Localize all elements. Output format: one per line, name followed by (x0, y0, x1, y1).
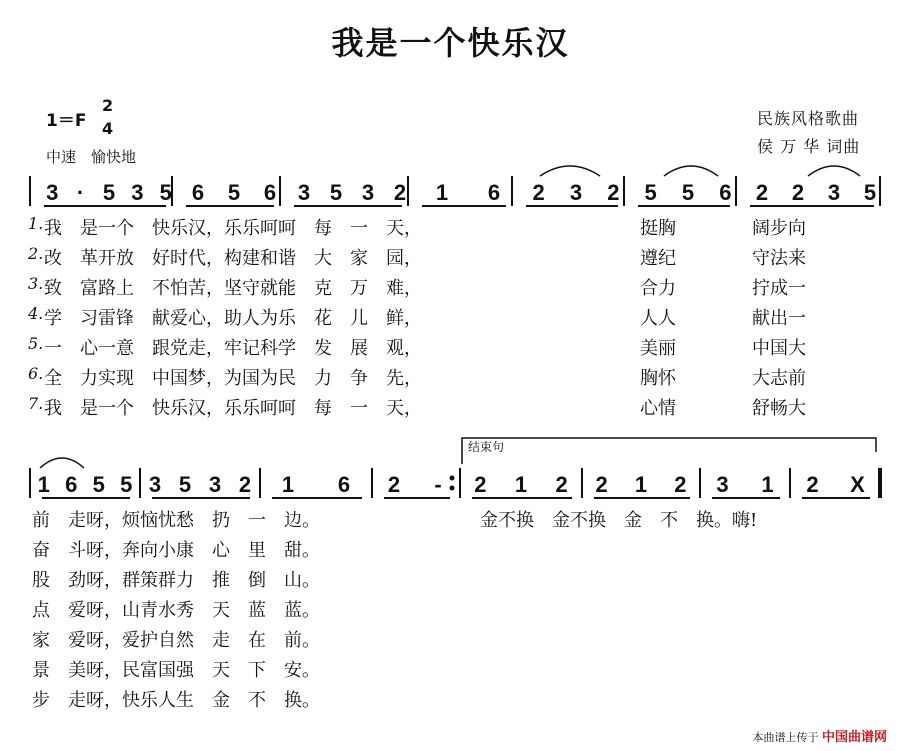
slur (808, 166, 860, 176)
note: 5 (120, 472, 133, 497)
time-signature-bottom: 4 (102, 119, 114, 138)
note: 2 (607, 180, 620, 205)
lyric-line: 守法来 (752, 248, 806, 269)
lyric-line: 全 力实现 中国梦，为国为民 力 争 先， (44, 368, 422, 389)
note: 3 (46, 180, 59, 205)
verse-number: 5. (28, 334, 44, 353)
note: 3 (569, 180, 583, 205)
note: 6 (65, 472, 78, 497)
note: 6 (719, 180, 732, 205)
note: 5 (644, 180, 657, 205)
note: 2 (532, 180, 545, 205)
note: 1 (514, 472, 528, 497)
note: 5 (159, 180, 172, 205)
lyric-line: 合力 (640, 278, 676, 299)
lyric-line: 一 心一意 跟党走，牢记科学 发 展 观， (44, 338, 422, 359)
dash-mark: - (434, 472, 442, 497)
lyric-line: 学 习雷锋 献爱心，助人为乐 花 儿 鲜， (44, 308, 422, 329)
lyric-line: 人人 (640, 308, 676, 329)
verse-number: 3. (28, 274, 44, 293)
verse-number: 7. (28, 394, 44, 413)
note: 5 (227, 180, 241, 205)
ending-label: 结束句 (468, 440, 505, 454)
verse-number: 4. (28, 304, 44, 323)
note: 1 (37, 472, 50, 497)
note: 6 (263, 180, 277, 205)
note: 2 (791, 180, 805, 205)
note: 2 (595, 472, 608, 497)
lyric-line: 家 爱呀，爱护自然 走 在 前。 (32, 630, 320, 651)
lyric-line: 中国大 (752, 338, 806, 359)
site-logo: 中国曲谱网 (821, 730, 887, 745)
repeat-dot (450, 486, 455, 491)
note: 1 (281, 472, 295, 497)
lyric-line: 改 革开放 好时代，构建和谐 大 家 园， (44, 248, 422, 269)
lyric-line: 我 是一个 快乐汉，乐乐呵呵 每 一 天， (44, 218, 422, 239)
note: 1 (634, 472, 648, 497)
note: 1 (435, 180, 449, 205)
note: 3 (361, 180, 375, 205)
song-style: 民族风格歌曲 (757, 109, 860, 128)
lyric-line: 遵纪 (640, 248, 676, 269)
lyric-line: 心情 (640, 398, 676, 419)
lyric-line: 美丽 (640, 338, 676, 359)
lyric-line: 我 是一个 快乐汉，乐乐呵呵 每 一 天， (44, 398, 422, 419)
note: 6 (487, 180, 501, 205)
page-title: 我是一个快乐汉 (331, 24, 570, 62)
lyric-line: 拧成一 (752, 278, 806, 299)
lyric-line: 舒畅大 (752, 398, 806, 419)
lyric-line: 景 美呀，民富国强 天 下 安。 (32, 660, 320, 681)
note: 2 (238, 472, 252, 497)
note: 5 (178, 472, 192, 497)
lyric-line: 股 劲呀，群策群力 推 倒 山。 (32, 570, 320, 591)
verse-number: 6. (28, 364, 44, 383)
note: 2 (806, 472, 819, 497)
note: 3 (297, 180, 311, 205)
note: X (850, 472, 865, 497)
lyric-line: 胸怀 (640, 368, 676, 389)
verse-number: 1. (28, 214, 44, 233)
lyric-line: 步 走呀，快乐人生 金 不 换。 (32, 690, 320, 711)
note: 5 (102, 180, 116, 205)
note: 2 (555, 472, 568, 497)
slur (40, 458, 84, 468)
note: 3 (827, 180, 841, 205)
footer-credit (752, 726, 887, 745)
note: 5 (681, 180, 695, 205)
lyric-line: 献出一 (752, 308, 806, 329)
ending-bracket (462, 438, 876, 464)
repeat-dot (450, 476, 455, 481)
note: 5 (863, 180, 877, 205)
note: 2 (674, 472, 687, 497)
note: 2 (755, 180, 769, 205)
note: 2 (387, 472, 401, 497)
note: 2 (474, 472, 487, 497)
lyric-line: 挺胸 (640, 218, 676, 239)
lyric-line: 点 爱呀，山青水秀 天 蓝 蓝。 (32, 600, 320, 621)
slur (540, 166, 600, 176)
note: 5 (329, 180, 343, 205)
verse-number: 2. (28, 244, 44, 263)
lyric-line: 前 走呀，烦恼忧愁 扔 一 边。 (32, 510, 320, 531)
lyric-line: 致 富路上 不怕苦，坚守就能 克 万 难， (44, 278, 422, 299)
lyric-line: 阔步向 (752, 218, 806, 239)
key-signature: 1＝F (46, 111, 87, 131)
slur (664, 166, 718, 176)
note: 3 (148, 472, 162, 497)
note: 6 (191, 180, 205, 205)
note: 3 (208, 472, 222, 497)
note: 2 (393, 180, 407, 205)
note: 3 (131, 180, 144, 205)
footer-prefix: 本曲谱上传于 (752, 731, 819, 744)
tempo-marking: 中速 愉快地 (46, 148, 137, 166)
note: 1 (761, 472, 774, 497)
lyric-line: 大志前 (752, 368, 806, 389)
time-signature-top: 2 (102, 96, 114, 115)
dot-mark: · (76, 180, 85, 205)
ending-lyric: 金不换 金不换 金 不 换。嗨! (480, 510, 758, 531)
note: 3 (716, 472, 729, 497)
note: 5 (92, 472, 105, 497)
note: 6 (337, 472, 351, 497)
lyric-line: 奋 斗呀，奔向小康 心 里 甜。 (32, 540, 320, 561)
composer-credit: 侯 万 华 词曲 (757, 137, 861, 156)
